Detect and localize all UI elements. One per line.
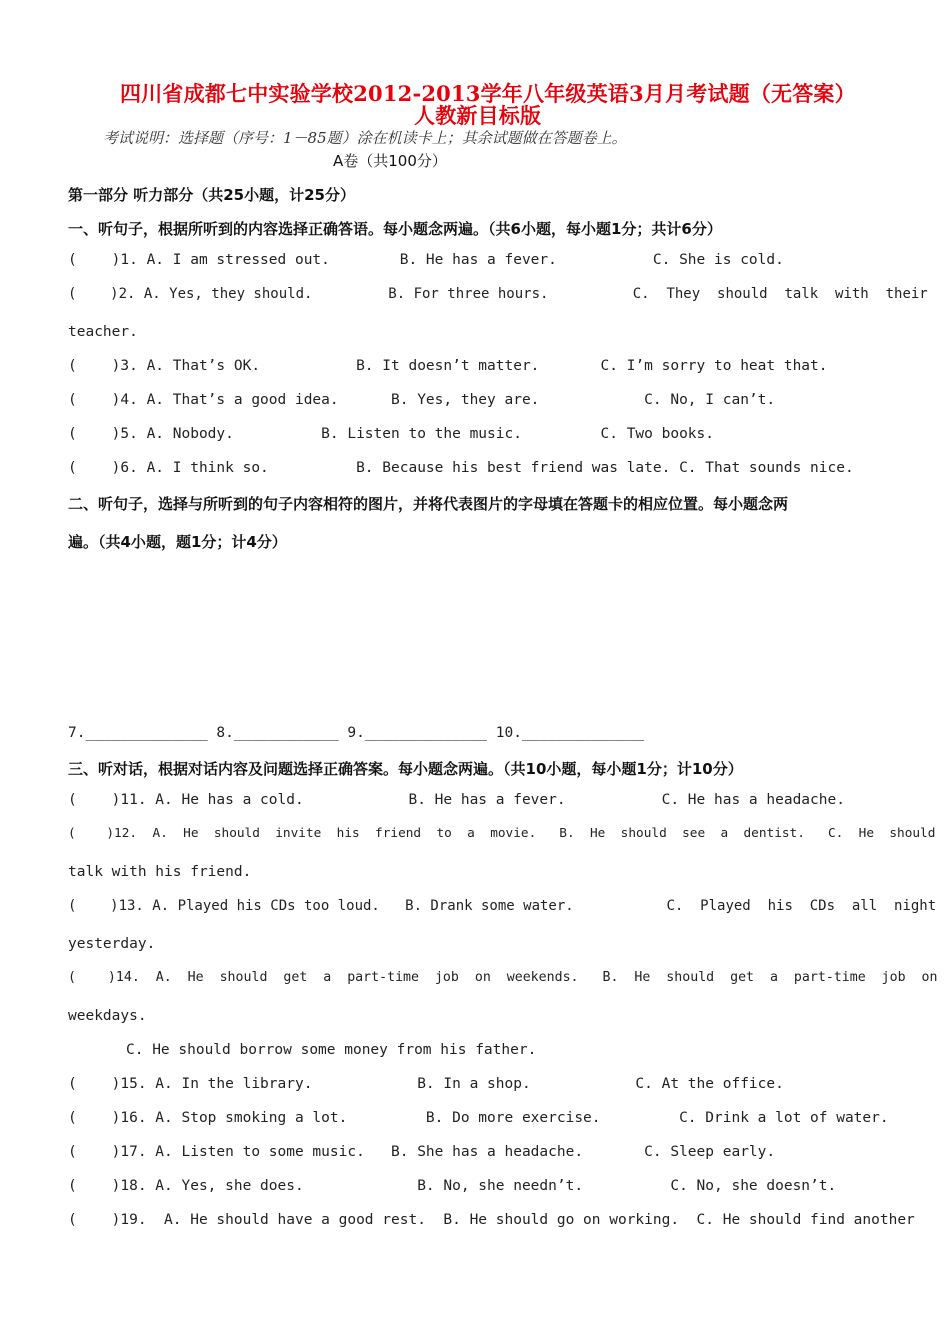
question-18: ( )18. A. Yes, she does. B. No, she needn’t. C. No, she doesn’t. [68, 1178, 837, 1194]
part1-heading: 第一部分 听力部分（共25小题，计25分） [68, 186, 355, 204]
question-17: ( )17. A. Listen to some music. B. She has a headache. C. Sleep early. [68, 1144, 776, 1160]
question-13: ( )13. A. Played his CDs too loud. B. Drank some water. C. Played his CDs all night [68, 898, 937, 914]
section3-heading: 三、听对话，根据对话内容及问题选择正确答案。每小题念两遍。（共10小题，每小题1分；计10分） [68, 760, 743, 778]
section-a-label: A卷（共100分） [333, 152, 447, 170]
question-15: ( )15. A. In the library. B. In a shop. C. At the office. [68, 1076, 784, 1092]
question-12-continued: talk with his friend. [68, 864, 252, 880]
question-11: ( )11. A. He has a cold. B. He has a fever. C. He has a headache. [68, 792, 845, 808]
question-3: ( )3. A. That’s OK. B. It doesn’t matter. C. I’m sorry to heat that. [68, 358, 828, 374]
question-4: ( )4. A. That’s a good idea. B. Yes, they are. C. No, I can’t. [68, 392, 776, 408]
question-12: ( )12. A. He should invite his friend to a movie. B. He should see a dentist. C. He should [68, 826, 936, 841]
answer-blanks-7-10: 7.______________ 8.____________ 9.______________ 10.______________ [68, 725, 645, 741]
section1-heading: 一、听句子，根据所听到的内容选择正确答语。每小题念两遍。（共6小题，每小题1分；共计6分） [68, 220, 722, 238]
question-5: ( )5. A. Nobody. B. Listen to the music. C. Two books. [68, 426, 715, 442]
question-14-option-c: C. He should borrow some money from his father. [126, 1042, 537, 1058]
question-19: ( )19. A. He should have a good rest. B. He should go on working. C. He should find another [68, 1212, 915, 1228]
section2-heading-continued: 遍。（共4小题，题1分；计4分） [68, 533, 287, 551]
question-1: ( )1. A. I am stressed out. B. He has a fever. C. She is cold. [68, 252, 784, 268]
question-6: ( )6. A. I think so. B. Because his best friend was late. C. That sounds nice. [68, 460, 854, 476]
question-14: ( )14. A. He should get a part-time job on weekends. B. He should get a part-time job on [68, 970, 938, 985]
document-title-line1: 四川省成都七中实验学校2012-2013学年八年级英语3月月考试题（无答案） [120, 81, 856, 106]
exam-instructions: 考试说明：选择题（序号：1－85题）涂在机读卡上；其余试题做在答题卷上。 [103, 129, 627, 147]
document-title-line2: 人教新目标版 [414, 103, 542, 128]
question-2: ( )2. A. Yes, they should. B. For three hours. C. They should talk with their [68, 286, 928, 302]
section2-heading: 二、听句子，选择与所听到的句子内容相符的图片，并将代表图片的字母填在答题卡的相应位置。每小题念两 [68, 495, 789, 513]
question-14-continued: weekdays. [68, 1008, 147, 1024]
question-13-continued: yesterday. [68, 936, 156, 952]
question-16: ( )16. A. Stop smoking a lot. B. Do more exercise. C. Drink a lot of water. [68, 1110, 889, 1126]
question-2-continued: teacher. [68, 324, 138, 340]
